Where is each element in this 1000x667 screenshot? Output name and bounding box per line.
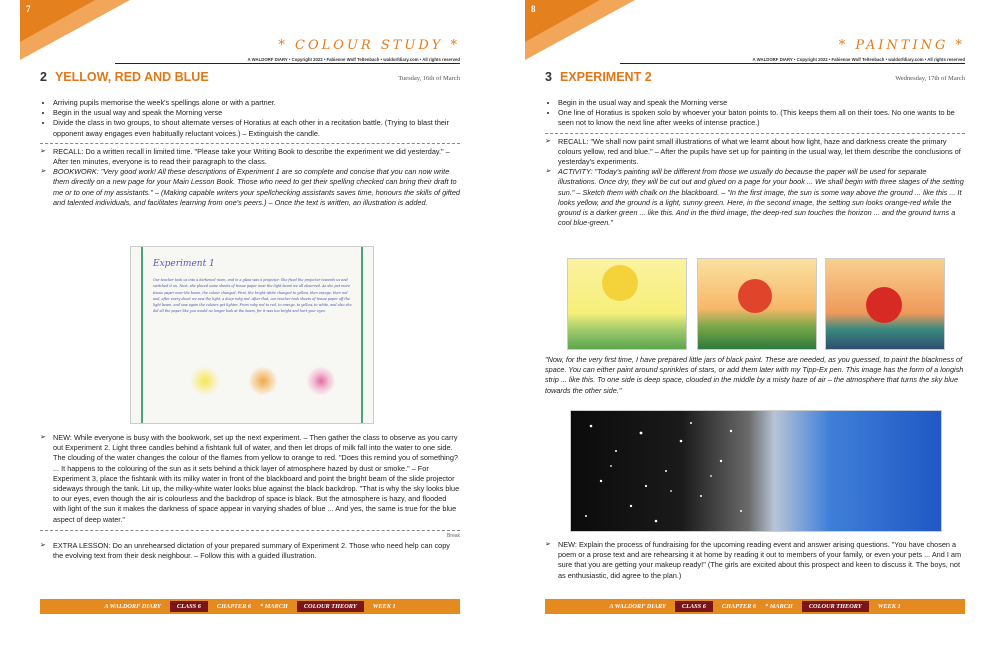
experiment-1-illustration: [130, 246, 374, 424]
copyright-line: A WALDORF DIARY • Copyright 2022 • Fabienne Wolf Teltenbach • waldorfdiary.com • All rights reserved: [620, 57, 965, 64]
recall-item: ➢ RECALL: Do a written recall in limited time. "Please take your Writing Book to describe the experiment we did yesterday." – After ten minutes, everyone is to read their paragraph to the class.: [40, 147, 460, 167]
footer-topic: COLOUR THEORY: [297, 601, 364, 612]
left-intro: [40, 98, 460, 208]
footer-month: * MARCH: [260, 603, 288, 610]
page-number: 8: [531, 4, 536, 14]
painting-orange-sun: [697, 258, 817, 350]
yellow-glow: [191, 367, 219, 395]
paint-instructions: "Now, for the very first time, I have prepared little jars of black paint. These are needed, as you guessed, to paint the blackness of space. You can either paint around sprinkles of stars, or add them later with my Tipp-Ex pen. This image has the form of a longish strip ... like this. To one side is deep space, clouded in the middle by a misty haze of air – the atmosphere that turns the sky blue towards the other side.": [545, 355, 964, 395]
orange-glow: [249, 367, 277, 395]
divider: [40, 143, 460, 144]
page-number: 7: [26, 4, 31, 14]
section-title-text: EXPERIMENT 2: [559, 70, 652, 84]
space-painting: [570, 410, 942, 532]
new-item: ➢ NEW: Explain the process of fundraising for the upcoming reading event and answer arising questions. "You have chosen a poem or a prose text and are rehearsing it at home by reading it out to members of your family, or even your pets ... And I am sure that you are getting your makeup ready!" (The girls are excited about this prospect and keen to discuss it. The boys, not as enthusiastic, did agree to the plan.): [545, 540, 965, 581]
page-footer: [545, 599, 965, 614]
painting-red-sun: [825, 258, 945, 350]
lesson-date: Tuesday, 16th of March: [398, 75, 460, 82]
footer-series: A WALDORF DIARY: [104, 603, 161, 610]
footer-topic: COLOUR THEORY: [802, 601, 869, 612]
right-lower: [545, 540, 965, 581]
painting-yellow-sun: [567, 258, 687, 350]
sun-icon: [602, 265, 638, 301]
margin-line: [141, 247, 143, 423]
section-number: 2: [40, 70, 47, 84]
extra-lesson-item: ➢ EXTRA LESSON: Do an unrehearsed dictation of your prepared summary of Experiment 2. Those who need help can copy the evolving text from their desk neighbour. – Follow this with a guided illustration.: [40, 541, 460, 561]
new-item: ➢ NEW: While everyone is busy with the bookwork, set up the next experiment. – Then gather the class to observe as you carry out Experiment 2. Light three candles behind a fishtank full of water, and then let drops of milk fall into the water to one side. The clouding of the water changes the colour of the flames from yellow to orange to red. "Does this remind you of something? ... It happens to the colouring of the sun as it sets behind a thick layer of atmosphere hazed by dust or smoke." – For Experiment 3, place the fishtank with its milky water in front of the blackboard and point the bright beam of the slide projector sideways through the tank. Lit up, the milky-white water looks blue against the black backdrop. "That is why the sky looks blue to our eyes, even though the air is colourless and the backdrop of space is black. But the atmosphere is hazy, and flooded with light of the sun it makes the darkness of space appear in varying shades of blue ... And yes, the same is true for the blue aspect of deep water.": [40, 433, 460, 525]
lesson-date: Wednesday, 17th of March: [895, 75, 965, 82]
page-corner-decoration: [525, 0, 635, 60]
footer-series: A WALDORF DIARY: [609, 603, 666, 610]
copyright-line: A WALDORF DIARY • Copyright 2022 • Fabienne Wolf Teltenbach • waldorfdiary.com • All rights reserved: [115, 57, 460, 64]
list-item: • Arriving pupils memorise the week's spellings alone or with a partner.: [53, 98, 460, 108]
section-title: [545, 70, 652, 84]
section-title-text: YELLOW, RED AND BLUE: [54, 70, 209, 84]
right-page: [525, 0, 985, 667]
stars-layer: [571, 411, 941, 531]
page-footer: [40, 599, 460, 614]
running-head: * PAINTING *: [838, 38, 965, 53]
footer-month: * MARCH: [765, 603, 793, 610]
section-number: 3: [545, 70, 552, 84]
sun-icon: [866, 287, 902, 323]
footer-week: WEEK 1: [372, 603, 396, 610]
list-item: • Begin in the usual way and speak the Morning verse: [53, 108, 460, 118]
sun-icon: [738, 279, 772, 313]
footer-chapter: CHAPTER 6: [721, 603, 757, 610]
pink-glow: [307, 367, 335, 395]
running-head: * COLOUR STUDY *: [278, 38, 460, 53]
footer-class: CLASS 6: [170, 601, 208, 612]
right-intro: [545, 98, 965, 228]
list-item: • Divide the class in two groups, to shout alternate verses of Horatius at each other in a recitation battle. (Trying to blast their opponent away engages even habitually reluctant voices.) – Extinguish the candle.: [53, 118, 460, 138]
left-page: [20, 0, 480, 667]
left-lower: [40, 433, 460, 561]
illustration-heading: Experiment 1: [153, 259, 215, 269]
list-item: • One line of Horatius is spoken solo by whoever your baton points to. (This keeps them all on their toes. No one wants to be seen not to know the next line after weeks of intense practice.): [558, 108, 965, 128]
margin-line: [361, 247, 363, 423]
section-title: [40, 70, 209, 84]
activity-item: ➢ ACTIVITY: "Today's painting will be different from those we usually do because the paper will be used for separate illustrations. Once dry, they will be cut out and glued on a page for your book ... We shall begin with three stages of the setting sun." – Sketch them with chalk on the blackboard. – "In the first image, the sun is some way above the ground ... like this ... It looks yellow, and the ground is a light, sunny green. Here, in the second image, the setting sun looks orange-red while the ground is a darker green ... like this. And in the third image, the deep-red sun touches the horizon ... and the ground turns a cool blue-green.": [545, 167, 965, 228]
illustration-text: Our teacher took us into a darkened room, and in a glass was a projector. She fixed the projector towards us and switched it on. Next, she placed some sheets of tissue paper near the light beam we all observed. As she put more tissue paper near the beam, the colour changed. First, the bright white changed to yellow, then orange, then red and, after every sheet we saw the light, a deep ruby red. After that, our teacher took sheets of tissue paper off the light beam, and saw again the colours get lighter. From ruby red to red, to orange, to yellow, to white, and also she did all the paper like you would no longer look at the beam, for it was too bright and hurt your eyes.: [153, 278, 352, 314]
recall-item: ➢ RECALL: "We shall now paint small illustrations of what we learnt about how light, haze and darkness create the primary colours yellow, red and blue." – After the pupils have set up for painting in the usual way, let them describe the conclusions of yesterday's experiments.: [545, 137, 965, 168]
footer-week: WEEK 1: [877, 603, 901, 610]
divider: [545, 133, 965, 134]
footer-class: CLASS 6: [675, 601, 713, 612]
bookwork-item: ➢ BOOKWORK: "Very good work! All these descriptions of Experiment 1 are so complete and concise that you can now write them directly on a new page for your Main Lesson Book. Those who need to get their spelling checked can bring their draft to me or to one of my assistants." – (Making capable writers your spellchecking assistants saves time, honours the skills of gifted and talented individuals, and facilitates learning from one's peers.) – Once the text is written, an illustration is added.: [40, 167, 460, 208]
footer-chapter: CHAPTER 6: [216, 603, 252, 610]
list-item: • Begin in the usual way and speak the Morning verse: [558, 98, 965, 108]
page-corner-decoration: [20, 0, 130, 60]
break-label: Break: [446, 532, 460, 539]
